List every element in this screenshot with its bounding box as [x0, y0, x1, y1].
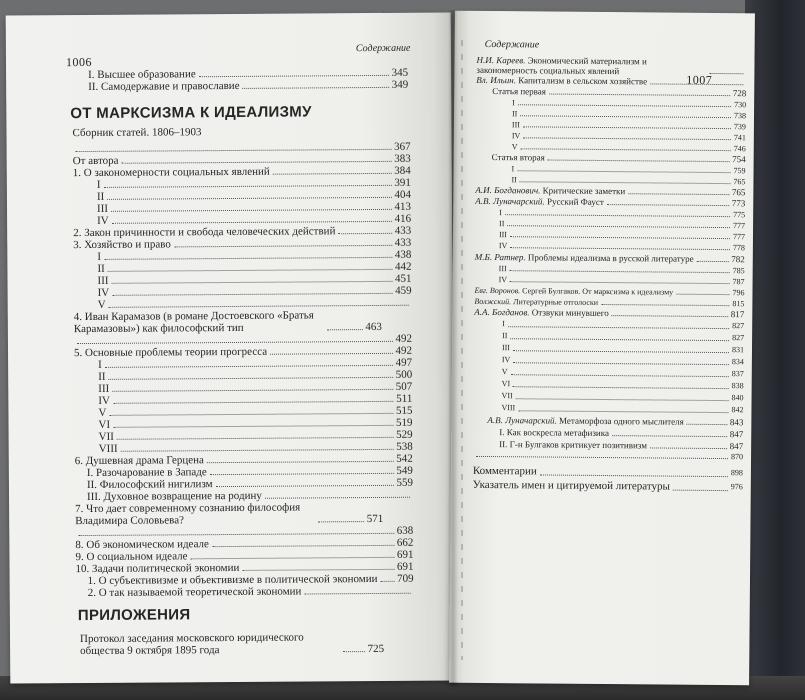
toc-entry: VI 838: [501, 379, 744, 391]
toc-entry: I 497: [98, 356, 413, 371]
left-toc: [73, 141, 414, 599]
toc-entry: I 759: [511, 164, 746, 176]
appendix-title: ПРИЛОЖЕНИЯ: [77, 606, 191, 625]
toc-entry: I 391: [96, 176, 411, 191]
toc-entry: III 507: [98, 380, 413, 395]
toc-entry: IV 459: [97, 284, 412, 299]
toc-entry: III 777: [498, 230, 746, 242]
toc-entry: А.И. Богданович. Критические заметки 765: [475, 184, 746, 198]
toc-entry: Протокол заседания московского юридического общества 9 октября 1895 года 725: [79, 631, 385, 658]
toc-entry: VII 840: [501, 391, 744, 403]
toc-entry: 6. Душевная драма Герцена 542: [74, 452, 413, 468]
toc-entry: IV 787: [498, 275, 745, 287]
right-running-head: Содержание: [484, 38, 540, 51]
toc-entry: Статья первая 728: [492, 86, 747, 99]
toc-entry: 638: [75, 525, 413, 539]
toc-entry: V 837: [501, 367, 744, 379]
toc-entry: IV 511: [98, 392, 413, 407]
toc-entry: VI 519: [98, 416, 413, 431]
toc-entry: II. Самодержавие и православие 349: [88, 78, 409, 93]
toc-entry: 492: [74, 333, 412, 347]
toc-entry: 1. О закономерности социальных явлений 384: [72, 164, 411, 180]
right-toc: [473, 55, 747, 494]
toc-entry: От автора 383: [72, 152, 411, 168]
toc-entry: VIII 538: [98, 440, 413, 455]
toc-entry: III 831: [501, 343, 745, 355]
toc-entry: III 739: [511, 120, 746, 132]
toc-entry: 10. Задачи политической экономии 691: [75, 560, 414, 576]
toc-entry: II 827: [502, 331, 745, 343]
toc-entry: II 404: [96, 188, 411, 203]
toc-entry: I. Как воскресла метафизика 847: [499, 427, 744, 440]
toc-entry: II. Г-н Булгаков критикует позитивизм 847: [499, 439, 744, 452]
toc-entry: III. Духовное возвращение на родину: [75, 489, 413, 503]
toc-entry: II 777: [499, 219, 746, 231]
toc-entry: 3. Хозяйство и право 433: [73, 236, 412, 252]
toc-entry: 5. Основные проблемы теории прогресса 492: [73, 344, 413, 360]
section-subtitle: Сборник статей. 1806–1903: [72, 126, 202, 140]
binding-stitch: [461, 40, 463, 660]
toc-entry: VIII 842: [501, 403, 744, 415]
left-top-entries: [88, 67, 408, 93]
toc-entry: I 775: [499, 208, 746, 220]
toc-entry: 870: [473, 450, 743, 462]
toc-entry: V 746: [511, 142, 746, 154]
toc-entry: I. Высшее образование 345: [88, 66, 409, 81]
toc-entry: I 438: [97, 248, 412, 263]
toc-entry: IV 778: [498, 241, 745, 253]
toc-entry: Волжский. Литературные отголоски 815: [474, 296, 745, 309]
toc-entry: IV 416: [97, 212, 412, 227]
toc-entry: II 738: [512, 109, 747, 121]
toc-entry: IV 834: [501, 355, 744, 367]
toc-entry: III 785: [498, 264, 745, 276]
toc-entry: VII 529: [98, 428, 413, 443]
toc-entry: IV 741: [511, 131, 746, 143]
toc-entry: II 765: [511, 175, 746, 187]
toc-entry: А.А. Богданов. Отзвуки минувшего 817: [474, 306, 745, 320]
toc-entry: III 413: [96, 200, 412, 215]
toc-entry: Н.И. Кареев. Экономический материализм и закономерность социальных явлений: [476, 55, 746, 77]
right-page-number: 1007: [686, 72, 713, 87]
appendix-toc: [80, 631, 414, 657]
toc-entry: I 730: [512, 98, 747, 110]
toc-entry: 367: [73, 141, 411, 155]
toc-entry: 9. О социальном идеале 691: [75, 548, 414, 564]
toc-entry: II. Философский нигилизм 559: [86, 476, 413, 492]
left-page-number: 1006: [65, 54, 93, 70]
book-gutter: [448, 10, 458, 686]
right-page: [449, 11, 755, 686]
toc-entry: 7. Что дает современному сознанию философия Владимира Соловьева? 571: [75, 501, 384, 528]
toc-entry: 1. О субъективизме и объективизме в политической экономии 709: [87, 572, 414, 588]
toc-entry: Вл. Ильин. Капитализм в сельском хозяйстве: [476, 75, 746, 88]
toc-entry: V: [74, 297, 412, 311]
toc-entry: 8. Об экономическом идеале 662: [75, 536, 414, 552]
toc-entry: 4. Иван Карамазов (в романе Достоевского «Братья Карамазовы») как философский тип 463: [73, 309, 382, 336]
section-title: ОТ МАРКСИЗМА К ИДЕАЛИЗМУ: [70, 103, 312, 123]
toc-entry: II 500: [98, 368, 413, 383]
left-running-head: Содержание: [355, 42, 411, 55]
toc-entry: I. Разочарование в Западе 549: [86, 464, 413, 480]
toc-entry: III 451: [97, 272, 412, 287]
toc-entry: А.В. Луначарский. Русский Фауст 773: [475, 195, 746, 209]
toc-entry: I 827: [502, 319, 745, 331]
toc-entry: Статья вторая 754: [491, 152, 746, 165]
toc-entry: Комментарии 898: [472, 464, 743, 478]
toc-entry: М.Б. Ратнер. Проблемы идеализма в русской литературе 782: [474, 251, 745, 265]
toc-entry: 2. О так называемой теоретической экономии: [76, 585, 414, 599]
toc-entry: 2. Закон причинности и свобода человеческих действий 433: [73, 224, 412, 240]
left-page: [6, 12, 456, 683]
toc-entry: Евг. Воронов. Сергей Булгаков. От марксизма к идеализму 796: [474, 285, 745, 298]
toc-entry: А.В. Луначарский. Метаморфоза одного мыслителя 843: [487, 415, 744, 428]
toc-entry: II 442: [97, 260, 412, 275]
toc-entry: Указатель имен и цитируемой литературы 976: [472, 478, 743, 493]
toc-entry: V 515: [98, 404, 413, 419]
